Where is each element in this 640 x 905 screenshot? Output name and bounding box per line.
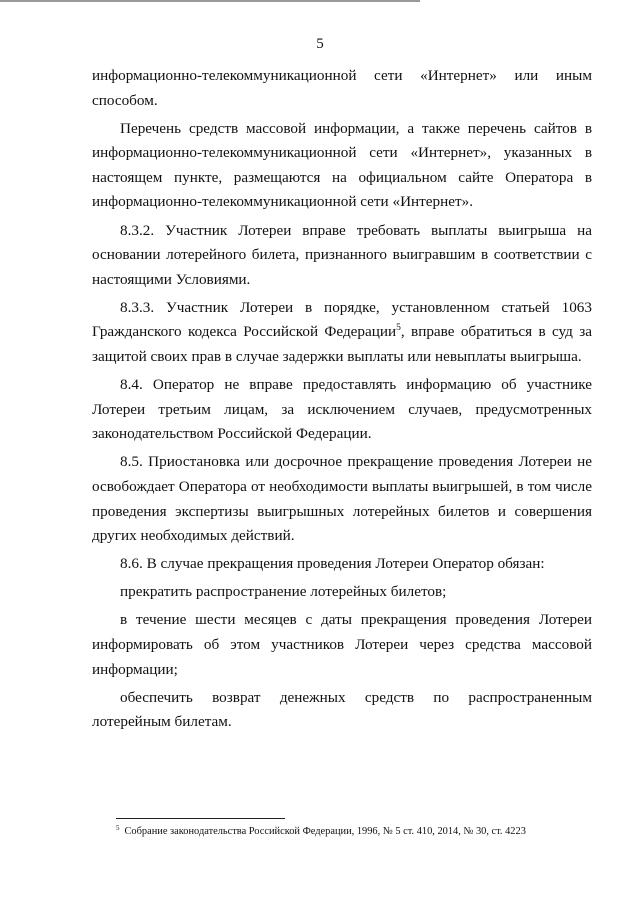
paragraph-continuation: информационно-телекоммуникационной сети «Интернет» или иным способом. [92, 67, 592, 109]
footnote-text: Собрание законодательства Российской Федерации, 1996, № 5 ст. 410, 2014, № 30, ст. 4223 [124, 826, 526, 837]
footnote [116, 825, 586, 839]
paragraph-media-list: Перечень средств массовой информации, а также перечень сайтов в информационно-телекоммуникационной сети «Интернет», указанных в настоящем пункте, размещаются на официальном сайте Оператора в информационно-телекоммуникационной сети «Интернет». [92, 119, 592, 211]
footnote-reference-mark: 5 [396, 323, 401, 334]
top-scan-edge-line [0, 0, 420, 2]
paragraph-8-3-3-text-start: 8.3.3. Участник Лотереи в порядке, установленном статьей 1063 Гражданского кодекса Российской Федерации [92, 298, 592, 341]
paragraph-8-3-2: 8.3.2. Участник Лотереи вправе требовать выплаты выигрыша на основании лотерейного билета, признанного выигравшим в соответствии с настоящими Условиями. [92, 221, 592, 288]
paragraph-8-5: 8.5. Приостановка или досрочное прекращение проведения Лотереи не освобождает Оператора от необходимости выплаты выигрышей, в том числе проведения экспертизы выигрышных лотерейных билетов и совершения других необходимых действий. [92, 453, 592, 545]
paragraph-8-3-3-text-end: , вправе обратиться в суд за защитой своих прав в случае задержки выплаты или невыплаты выигрыша. [92, 323, 592, 366]
footnote-separator [116, 818, 285, 819]
paragraph-8-6: 8.6. В случае прекращения проведения Лотереи Оператор обязан: [120, 555, 545, 573]
paragraph-obligation-stop-sales: прекратить распространение лотерейных билетов; [120, 583, 447, 601]
paragraph-obligation-refund: обеспечить возврат денежных средств по распространенным лотерейным билетам. [92, 688, 592, 731]
paragraph-obligation-inform: в течение шести месяцев с даты прекращения проведения Лотереи информировать об этом участников Лотереи через средства массовой информации; [92, 611, 592, 678]
paragraph-8-3-3 [92, 296, 592, 370]
document-body [92, 64, 592, 738]
page-number: 5 [316, 36, 324, 52]
paragraph-8-4: 8.4. Оператор не вправе предоставлять информацию об участнике Лотереи третьим лицам, за исключением случаев, предусмотренных законодательством Российской Федерации. [92, 376, 592, 443]
footnote-mark: 5 [116, 823, 120, 832]
